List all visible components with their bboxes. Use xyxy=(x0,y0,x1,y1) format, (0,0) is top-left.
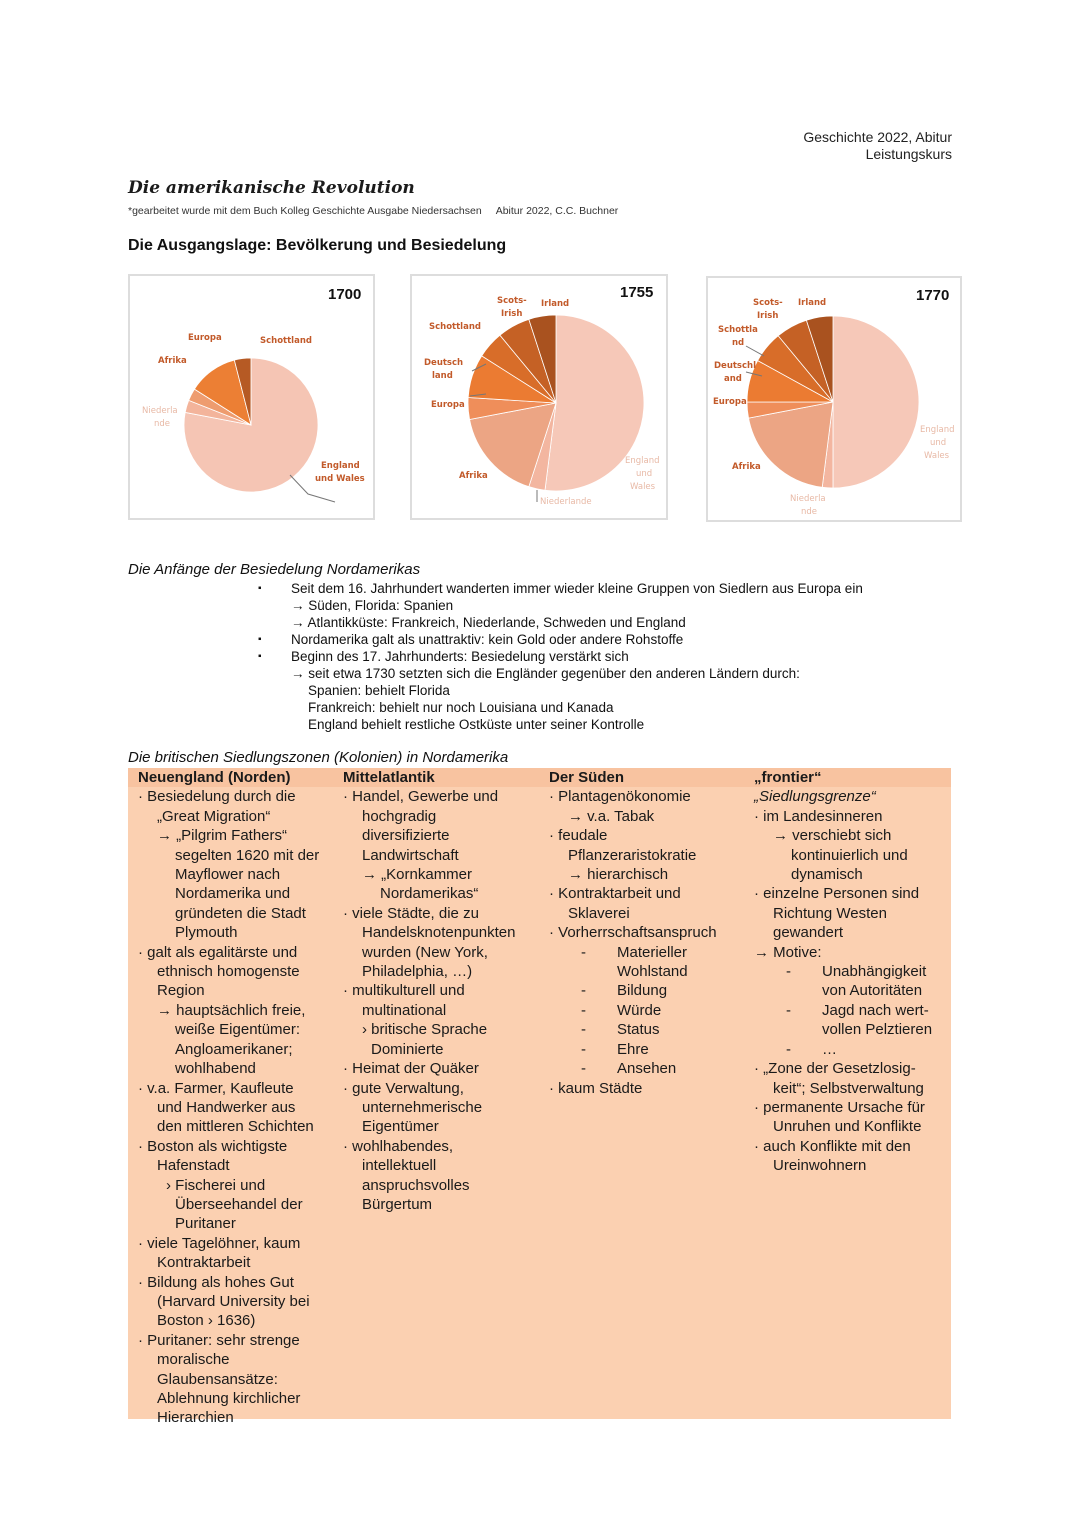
list-item: ▪ Nordamerika galt als unattraktiv: kein Gold oder andere Rohstoffe xyxy=(258,631,958,648)
list-item: · Kontraktarbeit und xyxy=(549,885,681,903)
list-item: Richtung Westen xyxy=(773,904,887,922)
list-item: Mayflower nach xyxy=(175,866,281,884)
list-item: Überseehandel der xyxy=(175,1195,303,1213)
pie-chart-1770-svg xyxy=(708,278,960,520)
pie-year-label: 1755 xyxy=(620,284,654,301)
list-item: Angloamerikaner; xyxy=(175,1040,293,1058)
list-item: Sklaverei xyxy=(568,904,630,922)
list-item: Pflanzeraristokratie xyxy=(568,846,697,864)
list-item: hochgradig xyxy=(362,807,437,825)
course-header-line2: Leistungskurs xyxy=(865,146,952,162)
column-title: Der Süden xyxy=(549,769,625,786)
list-item: → verschiebt sich xyxy=(773,827,892,845)
pie-label-england-2: und xyxy=(930,438,947,448)
list-item: - Ansehen xyxy=(549,1059,749,1078)
list-item: · Vorherrschaftsanspruch xyxy=(549,924,717,942)
list-item: · multikulturell und xyxy=(343,982,465,1000)
pie-chart-1700 xyxy=(128,274,375,520)
list-item: - Bildung xyxy=(549,981,749,1000)
course-header xyxy=(803,129,952,163)
pie-label-afrika: Afrika xyxy=(732,462,761,472)
list-item: · Bildung als hohes Gut xyxy=(138,1273,294,1291)
column-mittelatlantik xyxy=(343,768,543,1214)
list-item: - … xyxy=(754,1040,949,1059)
pie-label-schottland: Schottla xyxy=(718,325,758,335)
list-item: multinational xyxy=(362,1001,447,1019)
pie-label-scots-irish: Scots- xyxy=(753,298,783,308)
list-item: - Ehre xyxy=(549,1040,749,1059)
list-item: · einzelne Personen sind xyxy=(754,885,920,903)
column-neuengland xyxy=(138,768,333,1428)
pie-label-schottland: Schottland xyxy=(429,322,481,332)
list-item: unternehmerische xyxy=(362,1098,483,1116)
list-item: · Handel, Gewerbe und xyxy=(343,788,499,806)
list-item: Frankreich: behielt nur noch Louisiana und Kanada xyxy=(308,700,614,715)
list-item: kontinuierlich und xyxy=(791,846,908,864)
pie-label-europa: Europa xyxy=(713,397,747,407)
document-title: Die amerikanische Revolution xyxy=(128,178,415,198)
list-item: Region xyxy=(157,982,205,1000)
list-item: › britische Sprache xyxy=(362,1021,488,1039)
list-item: · galt als egalitärste und xyxy=(138,943,298,961)
pie-label-schottland-2: nd xyxy=(732,338,745,348)
pie-label-niederlande: Niederlande xyxy=(540,497,592,507)
source-note-right: Abitur 2022, C.C. Buchner xyxy=(495,205,619,217)
list-item: Dominierte xyxy=(371,1040,444,1058)
list-item: von Autoritäten xyxy=(822,982,923,1000)
list-item: England behielt restliche Ostküste unter seiner Kontrolle xyxy=(308,717,645,732)
list-item: vollen Pelztieren xyxy=(822,1021,933,1039)
list-item: wurden (New York, xyxy=(362,943,488,961)
document-source-note xyxy=(128,205,618,217)
list-item: Puritaner xyxy=(175,1215,236,1233)
list-item: → „Kornkammer xyxy=(362,866,473,884)
list-item: Hafenstadt xyxy=(157,1157,230,1175)
list-item: → hauptsächlich freie, xyxy=(157,1001,306,1019)
column-title: Mittelatlantik xyxy=(343,769,435,786)
list-item: Kontraktarbeit xyxy=(157,1254,251,1272)
pie-label-england: England xyxy=(920,425,955,435)
pie-label-niederlande: Niederla xyxy=(790,494,826,504)
list-item: Ureinwohnern xyxy=(773,1157,867,1175)
pie-label-scots-irish-2: Irish xyxy=(501,309,523,319)
list-item: · viele Tagelöhner, kaum xyxy=(138,1234,301,1252)
pie-label-niederlande: Niederla xyxy=(142,406,178,416)
list-item: - Status xyxy=(549,1020,749,1039)
column-title: „frontier“ xyxy=(754,769,822,786)
pie-label-irland: Irland xyxy=(541,299,570,309)
list-item: · Heimat der Quäker xyxy=(343,1060,479,1078)
list-item: → Atlantikküste: Frankreich, Niederlande, Schweden und England xyxy=(291,615,686,630)
list-item: → seit etwa 1730 setzten sich die Engländer gegenüber den anderen Ländern durch: xyxy=(291,666,800,681)
list-item: diversifizierte xyxy=(362,827,450,845)
pie-chart-1755-svg xyxy=(412,276,666,518)
list-item: moralische xyxy=(157,1351,230,1369)
pie-label-deutschland: Deutsch xyxy=(424,358,464,368)
subheading-anfaenge: Die Anfänge der Besiedelung Nordamerikas xyxy=(128,561,421,578)
pie-label-england-3: Wales xyxy=(630,482,656,492)
list-item: - Jagd nach wert- xyxy=(754,1001,949,1020)
list-item: „Great Migration“ xyxy=(157,807,271,825)
pie-label-europa: Europa xyxy=(188,333,222,343)
list-item: Boston › 1636) xyxy=(157,1312,256,1330)
list-item: · wohlhabendes, xyxy=(343,1137,454,1155)
list-item: → Motive: xyxy=(754,943,822,961)
list-item: weiße Eigentümer: xyxy=(175,1021,301,1039)
list-item: Landwirtschaft xyxy=(362,846,459,864)
list-item: · „Zone der Gesetzlosig- xyxy=(754,1060,916,1078)
list-item: - Materieller xyxy=(549,943,749,962)
colonies-table xyxy=(128,768,951,1427)
pie-label-england-2: und xyxy=(636,469,653,479)
list-item: dynamisch xyxy=(791,866,863,884)
list-item: segelten 1620 mit der xyxy=(175,846,320,864)
list-item: › Fischerei und xyxy=(166,1176,266,1194)
list-item: Bürgertum xyxy=(362,1195,433,1213)
pie-label-deutschland: Deutschl xyxy=(714,361,756,371)
pie-label-england-2: und Wales xyxy=(315,474,365,484)
list-item: · gute Verwaltung, xyxy=(343,1079,464,1097)
anfaenge-list xyxy=(258,580,958,733)
list-item: Glaubensansätze: xyxy=(157,1370,278,1388)
list-item: → hierarchisch xyxy=(568,866,669,884)
list-item: Philadelphia, …) xyxy=(362,963,473,981)
pie-chart-1755 xyxy=(410,274,668,520)
list-item: - Unabhängigkeit xyxy=(754,962,949,981)
list-item: Eigentümer xyxy=(362,1118,439,1136)
list-item: · feudale xyxy=(549,827,608,845)
list-item: · viele Städte, die zu xyxy=(343,904,479,922)
list-item: „Siedlungsgrenze“ xyxy=(754,788,876,806)
pie-label-england: England xyxy=(321,461,360,471)
list-item: · Puritaner: sehr strenge xyxy=(138,1331,300,1349)
list-item: · permanente Ursache für xyxy=(754,1098,925,1116)
section-heading-ausgangslage: Die Ausgangslage: Bevölkerung und Besiedelung xyxy=(128,237,507,254)
list-item: Spanien: behielt Florida xyxy=(308,683,450,698)
pie-label-afrika: Afrika xyxy=(158,356,187,366)
list-item: ▪ Beginn des 17. Jahrhunderts: Besiedelung verstärkt sich xyxy=(258,648,958,665)
list-item: Ablehnung kirchlicher xyxy=(157,1390,301,1407)
list-item: den mittleren Schichten xyxy=(157,1118,314,1136)
list-item: · v.a. Farmer, Kaufleute xyxy=(138,1079,294,1097)
pie-label-england: England xyxy=(625,456,660,466)
list-item: → Süden, Florida: Spanien xyxy=(291,598,454,613)
list-item: wohlhabend xyxy=(175,1060,256,1078)
list-item: Nordamerika und xyxy=(175,885,291,903)
column-title: Neuengland (Norden) xyxy=(138,769,291,786)
pie-year-label: 1700 xyxy=(328,286,362,303)
list-item: → v.a. Tabak xyxy=(568,807,655,825)
pie-label-deutschland-2: land xyxy=(432,371,453,381)
pie-label-schottland: Schottland xyxy=(260,336,312,346)
list-item: anspruchsvolles xyxy=(362,1176,470,1194)
list-item: ethnisch homogenste xyxy=(157,963,300,981)
pie-year-label: 1770 xyxy=(916,287,950,304)
list-item: → „Pilgrim Fathers“ xyxy=(157,827,288,845)
list-item: Nordamerikas“ xyxy=(380,885,479,903)
pie-label-niederlande-2: nde xyxy=(154,419,171,429)
source-note-left: *gearbeitet wurde mit dem Buch Kolleg Geschichte Ausgabe Niedersachsen xyxy=(128,205,482,217)
list-item: (Harvard University bei xyxy=(157,1292,310,1310)
list-item: · Boston als wichtigste xyxy=(138,1137,288,1155)
pie-label-england-3: Wales xyxy=(924,451,950,461)
column-sueden xyxy=(549,768,749,1098)
course-header-line1: Geschichte 2022, Abitur xyxy=(803,129,952,145)
list-item: keit“; Selbstverwaltung xyxy=(773,1079,924,1097)
pie-label-deutschland-2: and xyxy=(724,374,742,384)
pie-slice-england-und-wales xyxy=(833,316,919,488)
list-item: intellektuell xyxy=(362,1157,437,1175)
list-item: gewandert xyxy=(773,924,844,942)
list-item: · auch Konflikte mit den xyxy=(754,1137,911,1155)
list-item: Hierarchien xyxy=(157,1409,234,1427)
list-item: Wohlstand xyxy=(617,963,688,981)
pie-label-scots-irish-2: Irish xyxy=(757,311,779,321)
pie-label-scots-irish: Scots- xyxy=(497,296,527,306)
pie-chart-1700-svg xyxy=(130,276,373,518)
list-item: - Würde xyxy=(549,1001,749,1020)
list-item: Plymouth xyxy=(175,924,238,942)
list-item: Handelsknotenpunkten xyxy=(362,924,516,942)
pie-chart-1770 xyxy=(706,276,962,522)
list-item: · Plantagenökonomie xyxy=(549,788,691,806)
pie-label-irland: Irland xyxy=(798,298,827,308)
pie-label-afrika: Afrika xyxy=(459,471,488,481)
list-item: ▪ Seit dem 16. Jahrhundert wanderten immer wieder kleine Gruppen von Siedlern aus Europa ein xyxy=(258,580,958,597)
list-item: · Besiedelung durch die xyxy=(138,788,296,806)
list-item: gründeten die Stadt xyxy=(175,904,306,922)
pie-label-europa: Europa xyxy=(431,400,465,410)
column-frontier xyxy=(754,768,949,1176)
list-item: · kaum Städte xyxy=(549,1079,643,1097)
subheading-siedlungszonen: Die britischen Siedlungszonen (Kolonien) in Nordamerika xyxy=(128,749,509,766)
list-item: und Handwerker aus xyxy=(157,1098,296,1116)
pie-label-niederlande-2: nde xyxy=(801,507,818,517)
list-item: Unruhen und Konflikte xyxy=(773,1118,922,1136)
list-item: · im Landesinneren xyxy=(754,807,883,825)
